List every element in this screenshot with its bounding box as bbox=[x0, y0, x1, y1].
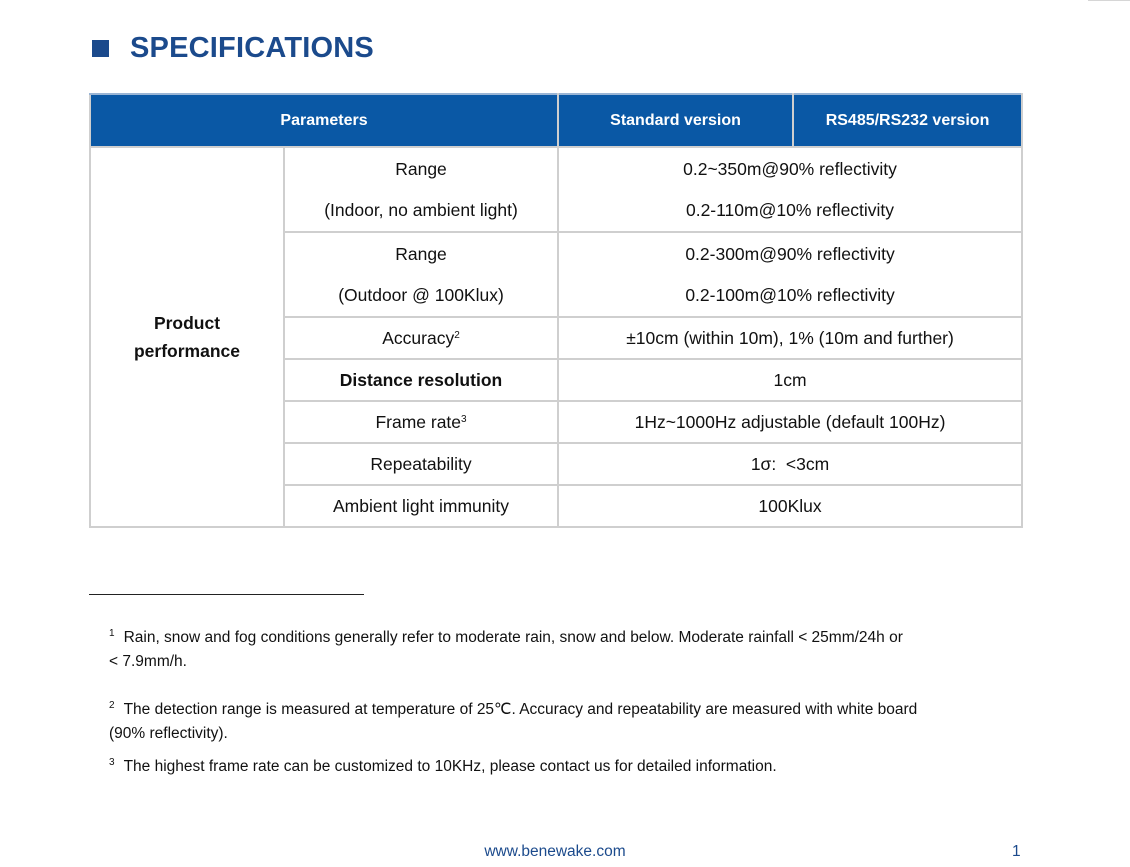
footnote-divider bbox=[89, 594, 364, 595]
section-heading bbox=[92, 30, 374, 66]
param-cell: Repeatability bbox=[284, 443, 558, 485]
page-number: 1 bbox=[1012, 843, 1021, 860]
value-cell: 0.2-300m@90% reflectivity 0.2-100m@10% reflectivity bbox=[558, 232, 1022, 317]
header-parameters: Parameters bbox=[90, 94, 558, 147]
value-cell: 100Klux bbox=[558, 485, 1022, 527]
value-cell: ±10cm (within 10m), 1% (10m and further) bbox=[558, 317, 1022, 359]
param-cell: Range (Outdoor @ 100Klux) bbox=[284, 232, 558, 317]
param-cell: Accuracy$^2$ bbox=[284, 317, 558, 359]
page-title: SPECIFICATIONS bbox=[130, 31, 374, 64]
footnote-2: $^2$ The detection range is measured at temperature of 25℃. Accuracy and repeatability are measured with white board (90% reflectivity). bbox=[109, 700, 918, 742]
header-standard-version: Standard version bbox=[558, 94, 793, 147]
value-cell: 1Hz~1000Hz adjustable (default 100Hz) bbox=[558, 401, 1022, 443]
group-product-performance: Product performance bbox=[90, 147, 284, 527]
value-cell: 0.2~350m@90% reflectivity 0.2-110m@10% reflectivity bbox=[558, 147, 1022, 232]
spec-table bbox=[89, 93, 1023, 528]
footnote-3: $^3$ The highest frame rate can be customized to 10KHz, please contact us for detailed information. bbox=[109, 757, 777, 775]
footnote-1: $^1$ Rain, snow and fog conditions generally refer to moderate rain, snow and below. Moderate rainfall < 25mm/24h or < 7.9mm/h. bbox=[109, 628, 903, 670]
table-header-row bbox=[90, 94, 1022, 147]
header-rs485-version: RS485/RS232 version bbox=[793, 94, 1022, 147]
value-cell: 1cm bbox=[558, 359, 1022, 401]
param-cell: Range (Indoor, no ambient light) bbox=[284, 147, 558, 232]
param-cell: Distance resolution bbox=[284, 359, 558, 401]
top-rule bbox=[1088, 0, 1130, 1]
table-row bbox=[90, 147, 1022, 232]
param-cell: Ambient light immunity bbox=[284, 485, 558, 527]
heading-square-icon bbox=[92, 40, 109, 57]
value-cell: 1σ: <3cm bbox=[558, 443, 1022, 485]
footer-url-link[interactable]: www.benewake.com bbox=[484, 843, 626, 860]
param-cell: Frame rate$^3$ bbox=[284, 401, 558, 443]
